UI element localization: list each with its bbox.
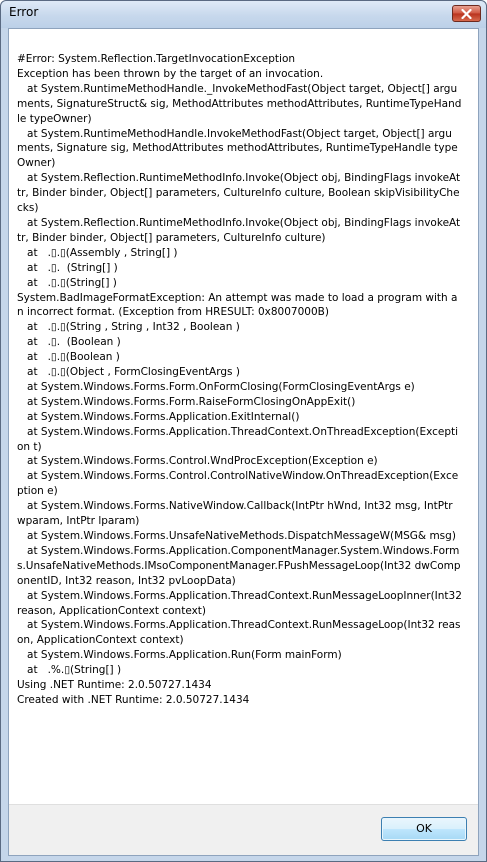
window-title: Error	[9, 5, 39, 19]
dialog-content	[8, 28, 479, 856]
close-button[interactable]	[452, 5, 481, 22]
close-x-icon	[461, 9, 472, 19]
button-bar	[9, 804, 478, 855]
error-message-text: #Error: System.Reflection.TargetInvocationException Exception has been thrown by the target of an invocation. at System.RuntimeMethodHandle._InvokeMethodFast(Object target, Object[] arguments, SignatureStruct& sig, MethodAttributes methodAttributes, RuntimeTypeHandle typeOwner) at System.RuntimeMethodHandle.InvokeMethodFast(Object target, Object[] arguments, Signature sig, MethodAttributes methodAttributes, RuntimeTypeHandle typeOwner) at System.Reflection.RuntimeMethodInfo.Invoke(Object obj, BindingFlags invokeAttr, Binder binder, Object[] parameters, CultureInfo culture, Boolean skipVisibilityChecks) at System.Reflection.RuntimeMethodInfo.Invoke(Object obj, BindingFlags invokeAttr, Binder binder, Object[] parameters, CultureInfo culture) at .▯.▯(Assembly , String[] ) at .▯. (String[] ) at .▯.▯(String[] ) System.BadImageFormatException: An attempt was made to load a program with an incorrect format. (Exception from HRESULT: 0x8007000B) at .▯.▯(String , String , Int32 , Boolean ) at .▯. (Boolean ) at .▯.▯(Boolean ) at .▯.▯(Object , FormClosingEventArgs ) at System.Windows.Forms.Form.OnFormClosing(FormClosingEventArgs e) at System.Windows.Forms.Form.RaiseFormClosingOnAppExit() at System.Windows.Forms.Application.ExitInternal() at System.Windows.Forms.Application.ThreadContext.OnThreadException(Exception t) at System.Windows.Forms.Control.WndProcException(Exception e) at System.Windows.Forms.Control.ControlNativeWindow.OnThreadException(Exception e) at System.Windows.Forms.NativeWindow.Callback(IntPtr hWnd, Int32 msg, IntPtr wparam, IntPtr lparam) at System.Windows.Forms.UnsafeNativeMethods.DispatchMessageW(MSG& msg) at System.Windows.Forms.Application.ComponentManager.System.Windows.Forms.UnsafeNativeMethods.IMsoComponentManager.FPushMessageLoop(Int32 dwComponentID, Int32 reason, Int32 pvLoopData) at System.Windows.Forms.Application.ThreadContext.RunMessageLoopInner(Int32 reason, ApplicationContext context) at System.Windows.Forms.Application.ThreadContext.RunMessageLoop(Int32 reason, ApplicationContext context) at System.Windows.Forms.Application.Run(Form mainForm) at .%.▯(String[] ) Using .NET Runtime: 2.0.50727.1434 Created with .NET Runtime: 2.0.50727.1434	[17, 53, 462, 706]
ok-button[interactable]: OK	[381, 817, 467, 841]
title-bar[interactable]	[1, 1, 486, 28]
